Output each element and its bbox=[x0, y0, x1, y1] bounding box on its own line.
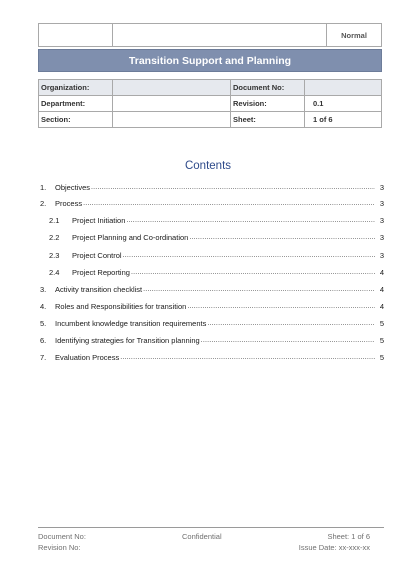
toc-leader bbox=[187, 302, 375, 311]
toc-entry[interactable] bbox=[40, 213, 384, 225]
contents-heading: Contents bbox=[184, 160, 232, 172]
toc-entry-text: Roles and Responsibilities for transition bbox=[55, 302, 187, 311]
organization-label: Organization: bbox=[39, 80, 113, 96]
toc-entry[interactable] bbox=[40, 230, 384, 242]
document-no-label: Document No: bbox=[231, 80, 305, 96]
toc-leader bbox=[131, 268, 375, 277]
toc-leader bbox=[207, 319, 375, 328]
revision-label: Revision: bbox=[231, 96, 305, 112]
toc-entry-text: Activity transition checklist bbox=[55, 285, 143, 294]
toc-entry[interactable] bbox=[40, 180, 384, 192]
header-cell-logo bbox=[39, 24, 113, 47]
sheet-label: Sheet: bbox=[231, 112, 305, 128]
toc-entry-page: 4 bbox=[379, 268, 384, 277]
sheet-value: 1 of 6 bbox=[305, 112, 382, 128]
toc-entry[interactable] bbox=[40, 333, 384, 345]
department-value bbox=[113, 96, 231, 112]
footer-document-no: Document No: bbox=[38, 532, 86, 541]
toc-entry-text: Process bbox=[55, 199, 83, 208]
toc-entry[interactable] bbox=[40, 316, 384, 328]
toc-entry[interactable] bbox=[40, 282, 384, 294]
section-label: Section: bbox=[39, 112, 113, 128]
section-value bbox=[113, 112, 231, 128]
toc-leader bbox=[143, 285, 375, 294]
toc-entry-page: 3 bbox=[379, 216, 384, 225]
toc-leader bbox=[189, 233, 375, 242]
department-label: Department: bbox=[39, 96, 113, 112]
toc-leader bbox=[123, 251, 375, 260]
toc-entry-page: 4 bbox=[379, 285, 384, 294]
toc-entry-text: Project Reporting bbox=[72, 268, 130, 277]
toc-entry-page: 4 bbox=[379, 302, 384, 311]
toc-entry-number: 7. bbox=[40, 353, 47, 362]
toc-leader bbox=[120, 353, 375, 362]
toc-entry-text: Objectives bbox=[55, 183, 91, 192]
toc-entry-page: 5 bbox=[379, 319, 384, 328]
toc-entry-page: 3 bbox=[379, 183, 384, 192]
toc-entry-number: 1. bbox=[40, 183, 47, 192]
toc-entry-number: 6. bbox=[40, 336, 47, 345]
toc-leader bbox=[91, 183, 375, 192]
toc-entry-text: Identifying strategies for Transition planning bbox=[55, 336, 200, 345]
footer-confidential: Confidential bbox=[182, 532, 222, 541]
header-cell-blank bbox=[113, 24, 327, 47]
toc-entry-number: 2. bbox=[40, 199, 47, 208]
document-title: Transition Support and Planning bbox=[38, 49, 382, 72]
footer-issue-date: Issue Date: xx-xxx-xx bbox=[298, 543, 370, 552]
toc-entry-text: Incumbent knowledge transition requirements bbox=[55, 319, 207, 328]
toc-entry-number: 5. bbox=[40, 319, 47, 328]
toc-entry-text: Evaluation Process bbox=[55, 353, 120, 362]
toc-entry[interactable] bbox=[40, 350, 384, 362]
toc-entry-text: Project Initiation bbox=[72, 216, 126, 225]
toc-entry[interactable] bbox=[40, 248, 384, 260]
toc-entry-number: 4. bbox=[40, 302, 47, 311]
toc-entry-number: 2.2 bbox=[49, 233, 60, 242]
toc-entry[interactable] bbox=[40, 265, 384, 277]
toc-entry-page: 3 bbox=[379, 199, 384, 208]
toc-entry-number: 2.1 bbox=[49, 216, 60, 225]
footer-revision-no: Revision No: bbox=[38, 543, 81, 552]
toc-entry-number: 2.3 bbox=[49, 251, 60, 260]
organization-value bbox=[113, 80, 231, 96]
toc-entry[interactable] bbox=[40, 196, 384, 208]
toc-entry-text: Project Planning and Co-ordination bbox=[72, 233, 189, 242]
footer-sheet: Sheet: 1 of 6 bbox=[327, 532, 370, 541]
header-top-table bbox=[38, 23, 382, 47]
toc-entry-page: 3 bbox=[379, 233, 384, 242]
document-no-value bbox=[305, 80, 382, 96]
toc-leader bbox=[83, 199, 375, 208]
classification-label: Normal bbox=[327, 24, 382, 47]
toc-entry-text: Project Control bbox=[72, 251, 122, 260]
document-info-table bbox=[38, 79, 382, 128]
toc-entry-page: 5 bbox=[379, 353, 384, 362]
toc-entry-number: 2.4 bbox=[49, 268, 60, 277]
footer-divider bbox=[38, 527, 384, 528]
toc-entry-page: 5 bbox=[379, 336, 384, 345]
toc-leader bbox=[201, 336, 375, 345]
revision-value: 0.1 bbox=[305, 96, 382, 112]
toc-leader bbox=[126, 216, 375, 225]
toc-entry[interactable] bbox=[40, 299, 384, 311]
toc-entry-page: 3 bbox=[379, 251, 384, 260]
toc-entry-number: 3. bbox=[40, 285, 47, 294]
